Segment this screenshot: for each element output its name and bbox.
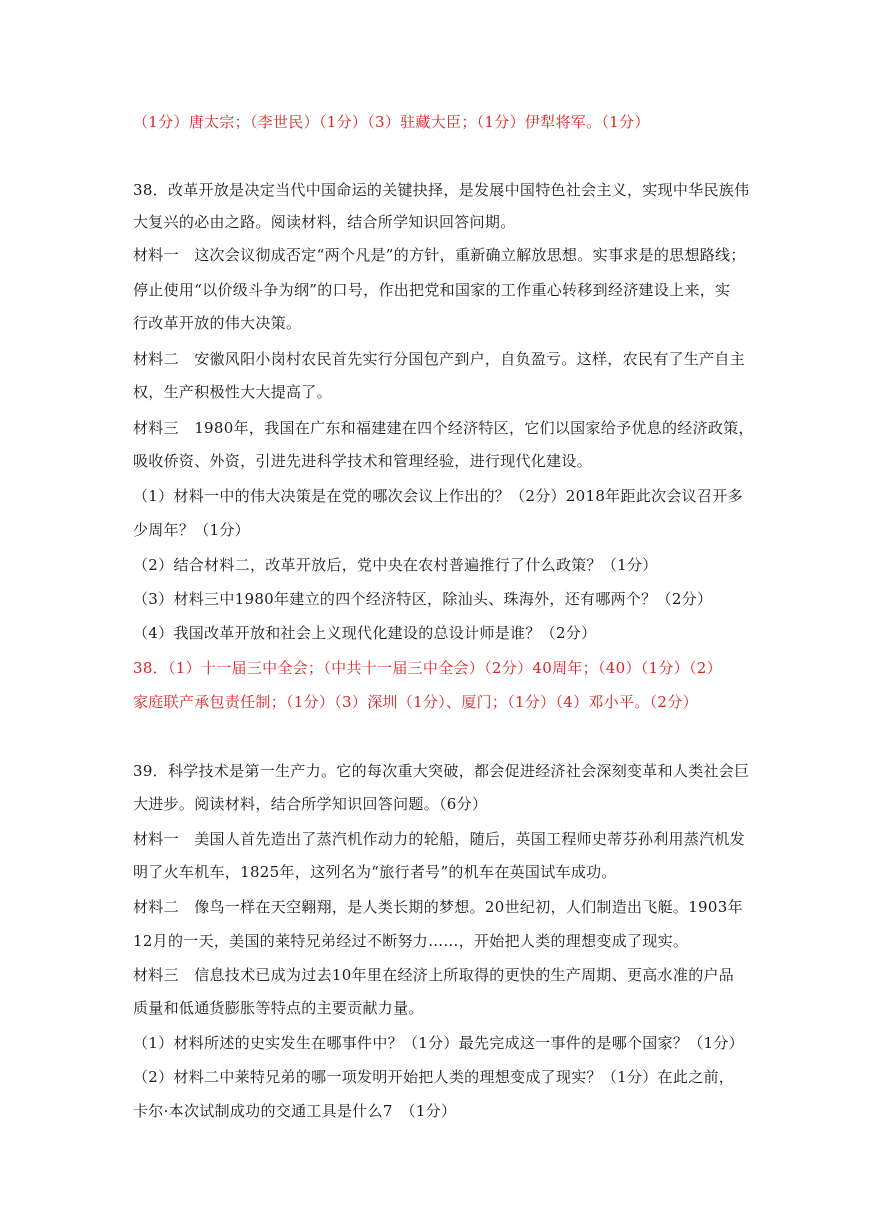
q38-subquestion-1-line-2: 少周年？（1分） (133, 521, 250, 539)
q39-material-1-line-2: 明了火车机车，1825年，这列名为“旅行者号”的机车在英国试车成功。 (133, 863, 617, 881)
q38-material-3-line-2: 吸收侨资、外资，引进先进科学技术和管理经验，进行现代化建设。 (133, 452, 593, 470)
q38-material-1-line-2: 停止使用“以价级斗争为纲”的口号，作出把党和国家的工作重心转移到经济建设上来，实 (133, 281, 731, 299)
q38-material-2-line-2: 权，生产积极性大大提高了。 (133, 383, 332, 401)
q38-stem-line-1: 38．改革开放是决定当代中国命运的关键抉择，是发展中国特色社会主义，实现中华民族伟 (133, 181, 750, 199)
q39-subquestion-2-line-1: （2）材料二中莱特兄弟的哪一项发明开始把人类的理想变成了现实？（1分）在此之前， (133, 1068, 735, 1086)
q37-answer-tail: （1分）唐太宗；（李世民）（1分）（3）驻藏大臣；（1分）伊犁将军。（1分） (133, 113, 650, 131)
q38-stem-line-2: 大复兴的必由之路。阅读材料，结合所学知识回答问期。 (133, 213, 516, 231)
q38-answer-line-1: 38．（1）十一届三中全会；（中共十一届三中全会）（2分）40周年；（40）（1分）（2） (133, 659, 722, 677)
q38-subquestion-2: （2）结合材料二，改革开放后，党中央在农村普遍推行了什么政策？（1分） (133, 556, 658, 574)
q38-material-1-line-3: 行改革开放的伟大决策。 (133, 314, 302, 332)
q38-subquestion-1-line-1: （1）材料一中的伟大决策是在党的哪次会议上作出的？（2分）2018年距此次会议召开多 (133, 487, 743, 505)
q38-subquestion-3: （3）材料三中1980年建立的四个经济特区，除汕头、珠海外，还有哪两个？（2分） (133, 590, 713, 608)
q39-stem-line-2: 大进步。阅读材料，结合所学知识回答问题。（6分） (133, 795, 488, 813)
q39-material-3-line-2: 质量和低通货膨胀等特点的主要贡献力量。 (133, 999, 424, 1017)
q38-answer-line-2: 家庭联产承包责任制；（1分）（3）深圳（1分）、厦门；（1分）（4）邓小平。（2分） (133, 693, 698, 711)
q39-material-2-line-2: 12月的一天，美国的莱特兄弟经过不断努力……，开始把人类的理想变成了现实。 (133, 932, 689, 950)
q39-material-2-line-1: 材料二 像鸟一样在天空翱翔，是人类长期的梦想。20世纪初，人们制造出飞艇。1903年 (133, 898, 743, 916)
q38-material-3-line-1: 材料三 1980年，我国在广东和福建建在四个经济特区，它们以国家给予优息的经济政策， (133, 419, 754, 437)
q39-subquestion-1: （1）材料所述的史实发生在哪事件中？（1分）最先完成这一事件的是哪个国家？（1分） (133, 1034, 744, 1052)
q39-subquestion-2-line-2: 卡尔·本次试制成功的交通工具是什么7 （1分） (133, 1102, 457, 1120)
q39-material-1-line-1: 材料一 美国人首先造出了蒸汽机作动力的轮船，随后，英国工程师史蒂芬孙利用蒸汽机发 (133, 830, 746, 848)
q38-subquestion-4: （4）我国改革开放和社会上义现代化建设的总设计师是谁？（2分） (133, 624, 597, 642)
q39-stem-line-1: 39．科学技术是第一生产力。它的每次重大突破，都会促进经济社会深刻变革和人类社会巨 (133, 762, 750, 780)
q38-material-2-line-1: 材料二 安徽风阳小岗村农民首先实行分国包产到户，自负盈亏。这样，农民有了生产自主 (133, 350, 746, 368)
q38-material-1-line-1: 材料一 这次会议彻成否定“两个凡是”的方针，重新确立解放思想。实事求是的思想路线； (133, 246, 746, 264)
q39-material-3-line-1: 材料三 信息技术已成为过去10年里在经济上所取得的更快的生产周期、更高水准的户品 (133, 966, 735, 984)
